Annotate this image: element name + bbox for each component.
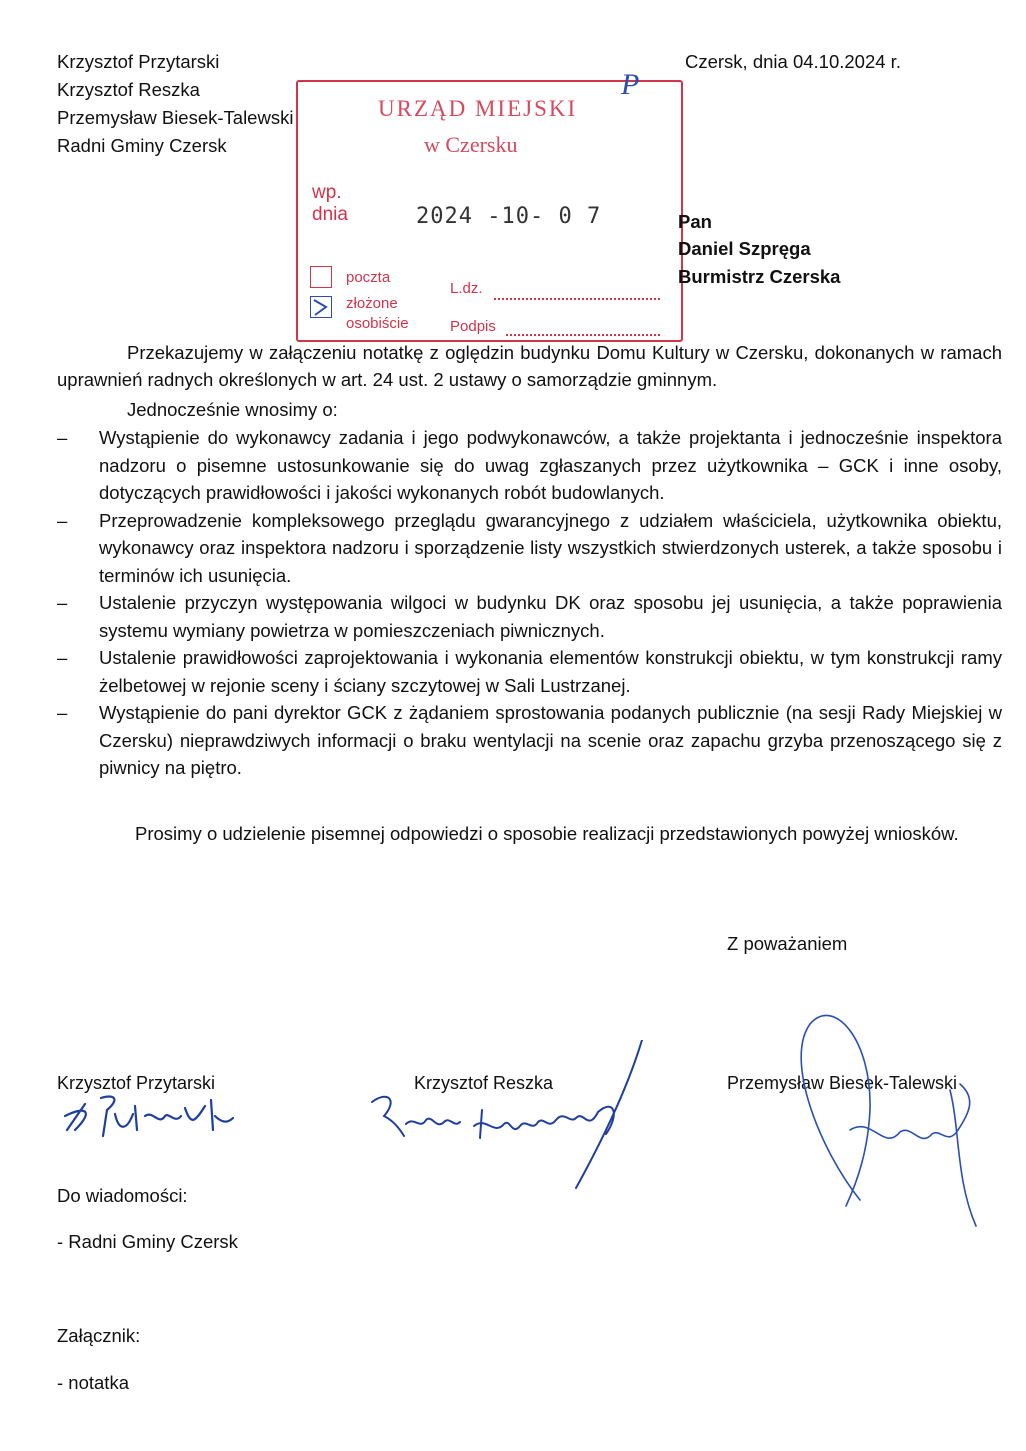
list-dash: – [57, 592, 68, 613]
closing-request: Prosimy o udzielenie pisemnej odpowiedzi o sposobie realizacji przedstawionych powyżej wniosków. [135, 823, 959, 844]
signatory-name-3: Przemysław Biesek-Talewski [727, 1073, 958, 1093]
stamp-city: w Czersku [424, 132, 518, 157]
regards: Z poważaniem [727, 933, 848, 954]
list-item: – Ustalenie prawidłowości zaprojektowania i wykonania elementów konstrukcji obiektu, w tym konstrukcji ramy żelbetowej w rejonie sceny i ściany szczytowej w Sali Lustrzanej. [57, 644, 1002, 699]
signature-2 [362, 1040, 652, 1190]
recipient-salutation: Pan [678, 211, 712, 232]
stamp-ldz-label: L.dz. [450, 280, 483, 297]
cc-item: - Radni Gminy Czersk [57, 1231, 238, 1252]
stamp-podpis-label: Podpis [450, 318, 496, 335]
list-item: – Wystąpienie do wykonawcy zadania i jego podwykonawców, a także projektanta i jednocześnie inspektora nadzoru o pisemne ustosunkowanie się do uwag zgłaszanych przez użytkownika – GCK i inne osoby, dotyczących prawidłowości i jakości wykonanych robót budowlanych. [57, 424, 1002, 507]
requests-intro: Jednocześnie wnosimy o: [127, 399, 338, 420]
recipient-title: Burmistrz Czerska [678, 266, 841, 287]
stamp-option-osobiscie: osobiście [346, 315, 409, 332]
stamp-initial-mark: P [621, 68, 640, 101]
list-item: – Wystąpienie do pani dyrektor GCK z żądaniem sprostowania podanych publicznie (na sesji Rady Miejskiej w Czersku) nieprawdziwych informacji o braku wentylacji na scenie oraz zapachu grzyba przenoszącego się z piwnicy na piętro. [57, 699, 1002, 782]
recipient-name: Daniel Szpręga [678, 238, 811, 259]
intro-paragraph: Przekazujemy w załączeniu notatkę z oględzin budynku Domu Kultury w Czersku, dokonanych w ramach uprawnień radnych określonych w art. 24 ust. 2 ustawy o samorządzie gminnym. [57, 342, 1002, 390]
cc-label: Do wiadomości: [57, 1185, 188, 1206]
requests-list [57, 424, 1002, 782]
registry-stamp [296, 68, 683, 342]
check-mark-icon [311, 297, 331, 317]
list-dash: – [57, 427, 68, 448]
list-dash: – [57, 702, 68, 723]
list-item: – Przeprowadzenie kompleksowego przeglądu gwarancyjnego z udziałem właściciela, użytkownika obiektu, wykonawcy oraz inspektora nadzoru i sporządzenie listy wszystkich stwierdzonych usterek, a także sposobu i terminów ich usunięcia. [57, 507, 1002, 590]
stamp-wp-label: wp. [312, 182, 342, 203]
attachment-item: - notatka [57, 1372, 129, 1393]
attachment-label: Załącznik: [57, 1325, 141, 1346]
stamp-office-name: URZĄD MIEJSKI [378, 96, 578, 121]
list-dash: – [57, 647, 68, 668]
signature-3 [780, 1000, 990, 1235]
checkbox-poczta [310, 266, 332, 288]
sender-name-1: Krzysztof Przytarski [57, 51, 220, 72]
stamp-option-zlozone: złożone [346, 295, 398, 312]
sender-group: Radni Gminy Czersk [57, 135, 227, 156]
sender-name-2: Krzysztof Reszka [57, 79, 200, 100]
signature-1 [55, 1086, 245, 1141]
stamp-ldz-line [494, 298, 660, 300]
stamp-podpis-line [506, 334, 660, 336]
stamp-dnia-label: dnia [312, 204, 348, 225]
stamp-received-label [312, 182, 348, 226]
stamp-option-poczta: poczta [346, 269, 391, 286]
sender-name-3: Przemysław Biesek-Talewski [57, 107, 294, 128]
signatory-name-1: Krzysztof Przytarski [57, 1073, 216, 1093]
list-item: – Ustalenie przyczyn występowania wilgoci w budynku DK oraz sposobu jej usunięcia, a także poprawienia systemu wymiany powietrza w pomieszczeniach piwnicznych. [57, 589, 1002, 644]
list-dash: – [57, 509, 68, 531]
place-date: Czersk, dnia 04.10.2024 r. [685, 51, 901, 72]
signatory-name-2: Krzysztof Reszka [414, 1073, 554, 1093]
checkbox-zlozone-checked [310, 296, 332, 318]
stamp-date: 2024 -10- 0 7 [416, 204, 602, 229]
